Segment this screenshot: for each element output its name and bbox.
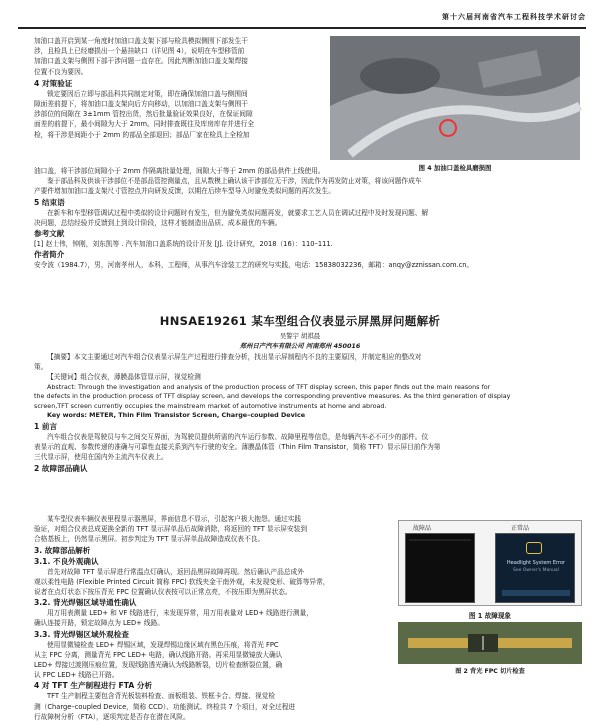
screen-subtitle: See Owner's Manual [513,568,559,573]
fig4-photo [330,36,580,160]
prev-full [34,166,582,270]
prev-intro [34,36,324,140]
section-heading: 4 对 TFT 生产制程进行 FTA 分析 [34,681,153,691]
text-line: 使用显微镜检查 LED+ 焊锡区域，发现焊锡边缘区域有黑色压痕，将背光 FPC [47,640,279,649]
references-heading: 参考文献 [34,229,65,239]
abstract-en-line: screen,TFT screen currently occupies the mainstream market of automotive instruments at home and abroad. [34,401,387,410]
reference-item: [1] 赵士伟，钟刚，刘东凯等 . 汽车加油口盖系统的设计开发 [J]. 设计研究，2018（16）：110–111. [34,240,333,249]
text-line: 用万用表测量 LED+ 和 VF 线路进行，未发现异常，用万用表量对 LED+ 线路进行测量， [47,609,313,618]
text-line: 加油口盖开启到某一角度时加油口盖支架下部与检具模拟侧围下部发生干 [34,37,248,45]
screen-title: Headlight System Error [506,560,566,566]
subsection-heading: 3.3. 背光焊锡区域外观检查 [34,629,129,639]
text-line: 测（Charge–coupled Device，简称 CCD）、功能测试、终检共 7 个项目，对全过程进 [34,702,296,711]
text-line: 行故障树分析（FTA），逐项判定是否存在潜在风险。 [34,712,190,721]
fig1-faulty-screen [405,533,475,603]
fig2-photo [398,622,582,664]
text-line: 从主 FPC 分离，测量背光 FPC LED+ 电路，确认线路开路。再采用显微镜放大确认 [34,650,283,659]
fig1-caption: 图 1 故障现象 [468,612,512,620]
fig4-drawing [330,36,580,160]
keywords-en: Key words: METER, Thin Film Transistor Screen, Charge–coupled Device [47,411,306,420]
text-line: 表显示的直观、参数传递的准确与可靠性直接关系到汽车行驶的安全。薄膜晶体管（Thin Film Transistor，简称 TFT）显示屏目前作为第 [34,443,441,452]
text-line: 首先对故障 TFT 显示屏进行常温点灯确认，返回品黑屏故障再现。然后确认产品总成外 [47,567,304,576]
text-line: TFT 生产制程主要包含背光板装料检查、面板组装、铁框卡合、焊接、视觉检 [47,692,276,701]
fig1-right-label: 正常品 [511,525,530,532]
dim-bar [409,539,471,541]
abstract-en-line: the defects in the production process of TFT display screen, and develops the corresponding preventive measures. As the third generation of display [34,392,511,401]
text-line: 三代显示屏，使用在国内外主流汽车仪表上。 [34,453,168,462]
author-bio: 安令波（1984.7），男，河南孝州人，本科，工程师，从事汽车涂装工艺的研究与实践，电话：15838032236，邮箱：anqy@zznissan.com.cn。 [34,261,474,270]
text-line: 说者在点灯状态下按压背光 FPC 位置确认仪表按可以正常点亮，不按压即为黑屏状态。 [34,588,292,597]
text-line: 某车型仪表车辆仪表里程显示器黑屏，界面信息不显示，引起客户极大抱怨。通过实践 [47,515,302,523]
text-line: 确认连接开路，锁定故障点为 LED+ 线路。 [34,619,164,628]
text-line: 位置不良为要因。 [34,67,88,76]
section-heading: 3. 故障部品解析 [34,545,91,555]
text-line: 检，将干涉是间距小于 2mm 的部品全部退回；部品厂家在检具上全检加 [34,130,250,139]
keywords-cn: 【关键词】组合仪表，薄膜晶体管显示屏，视觉检测 [47,373,201,382]
abstract-cn-line: 【摘要】本文主要通过对汽车组合仪表显示屏生产过程进行排查分析，找出显示屏制程内不良的主要原因，并制定相应的整改对 [47,353,422,361]
section-heading: 5 结束语 [34,197,65,207]
fig1-left-label: 故障品 [413,525,432,532]
text-line: LED+ 焊接过渡刚压痕位置，发现线路透光确认为线路断裂，切片检查断裂位置，确 [34,661,283,670]
warning-icon [526,542,542,554]
body-left-column [34,514,392,722]
fig4-caption: 图 4 加油口盖检具磨损图 [418,164,492,172]
fig1-normal-screen [495,533,575,603]
article-affiliation: 郑州日产汽车有限公司 河南郑州 450016 [239,342,361,350]
subsection-heading: 3.2. 背光焊锡区域导通性确认 [34,598,137,608]
text-line: 产要件增加加油口盖支架尺寸管控点并向研发反馈，以期在后续车型导入时避免类似问题的再次发生。 [34,187,335,196]
fig2-caption: 图 2 背光 FPC 切片检查 [455,668,525,675]
abstract-cn-line: 策。 [34,363,48,372]
text-line: 验证，对组合仪表总成更换全新的 TFT 显示屏单品后故障消除，将返回的 TFT 显示屏安装到 [34,525,308,534]
text-line: 加油口盖支架与侧围下部干涉问题一直存在。因此判断加油口盖支架焊接 [34,57,248,66]
section-heading: 1 前言 [34,421,58,431]
text-line: 面差的前提下，最小间隙为大于 2mm。同时排查既往及库房库存并进行全 [34,120,255,129]
running-head: 第十六届河南省汽车工程科技学术研讨会 [442,12,586,21]
fig1-panel [398,520,582,606]
status-bar [502,590,570,596]
section-heading: 2 故障部品确认 [34,463,88,473]
text-line: 决问题，总结经验并反馈到上到设计阶段，这样才能制造出品质、成本最优的车辆。 [34,218,282,227]
text-line: 鉴于部品科及供该干涉部位不是部品管控测量点，且从数模上确认该干涉部位无干涉，因此作为再发防止对策，将该问题作成车 [47,177,422,186]
section-heading: 4 对策验证 [34,78,73,88]
text-line: 锁定要因后立即与部品科共同制定对策，即在确保加油口盖与侧围间 [47,89,248,98]
text-line: 合格基板上，仍然显示黑屏。初步判定为 TFT 显示屏单品故障造成仪表不良。 [34,535,265,544]
text-line: 涉，且检具上已经磨损出一个悬挂缺口（详见图 4），说明在车型移管前 [34,47,245,56]
text-line: 涉部位的间隙在 3±1mm 管控出货，然后批量验证效果良好，在保证间隙 [34,110,253,119]
text-line: 观以柔性电路 (Flexible Printed Circuit 简称 FPC) 软线夹金干南外观，未发现变形、破算等异常， [34,577,330,586]
article-title: HNSAE19261 某车型组合仪表显示屏黑屏问题解析 [159,314,441,328]
text-line: 在新车和车型移管调试过程中类似的设计问题时有发生，但为避免类似问题再发，就要求工艺人员在调试过程中及时发现问题、解 [47,208,429,217]
text-line: 隙面差前提下，将加油口盖支架向后方向移动，以加油口盖支架与侧围干 [34,100,248,109]
abstract-en-line: Abstract: Through the investigation and analysis of the production process of TFT display screen, this paper finds out the main reasons for [47,382,491,391]
subsection-heading: 3.1. 不良外观确认 [34,556,99,566]
author-heading: 作者简介 [34,250,65,260]
header-rule [18,27,586,29]
article-authors: 吴警宇 胡祺晨 [279,332,321,340]
text-line: 油口盖，将干涉部位间隙小于 2mm 作隔离批量处理，间隙大于等于 2mm 的部品供件上线使用。 [34,167,325,175]
text-line: 汽车组合仪表是驾驶员与车之间交互界面，为驾驶员提供所需的汽车运行参数、故障里程等信息，是每辆汽车必不可少的部件。仪 [47,432,429,441]
text-line: 认 FPC LED+ 线路已开路。 [34,671,119,680]
fig2-drawing [398,622,582,664]
abstract-block [34,352,582,474]
